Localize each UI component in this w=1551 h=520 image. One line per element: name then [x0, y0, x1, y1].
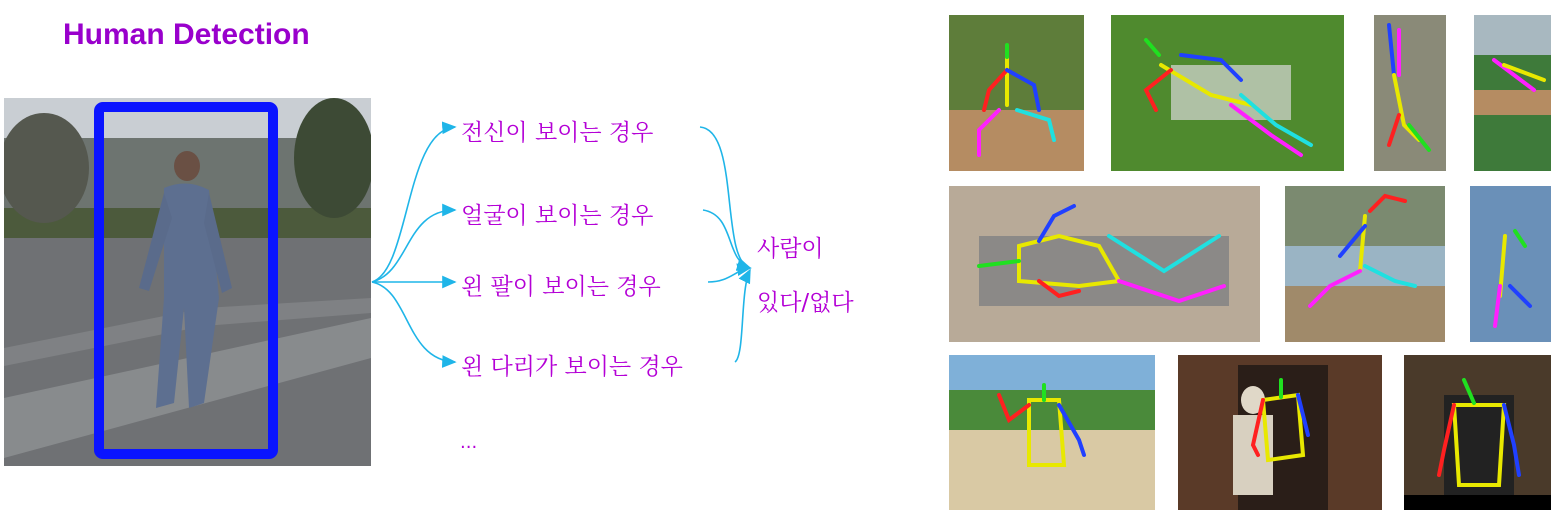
case-left-leg: 왼 다리가 보이는 경우 — [461, 354, 683, 380]
pose-photo — [1374, 15, 1446, 171]
pose-photo — [1470, 186, 1551, 342]
case-left-arm: 왼 팔이 보이는 경우 — [461, 274, 661, 300]
pose-photo — [949, 186, 1260, 342]
pose-photo — [1404, 355, 1551, 510]
pose-photo — [949, 15, 1084, 171]
ellipsis: ... — [460, 432, 478, 453]
case-full-body: 전신이 보이는 경우 — [461, 120, 654, 146]
pose-photo — [1285, 186, 1445, 342]
pose-photo — [949, 355, 1155, 510]
result-line-1: 사람이 — [757, 236, 824, 262]
page-title: Human Detection — [63, 18, 310, 51]
case-face: 얼굴이 보이는 경우 — [461, 203, 654, 229]
pose-photo — [1111, 15, 1344, 171]
pose-photo — [1178, 355, 1382, 510]
pose-photo — [1474, 15, 1551, 171]
result-line-2: 있다/없다 — [757, 290, 854, 316]
